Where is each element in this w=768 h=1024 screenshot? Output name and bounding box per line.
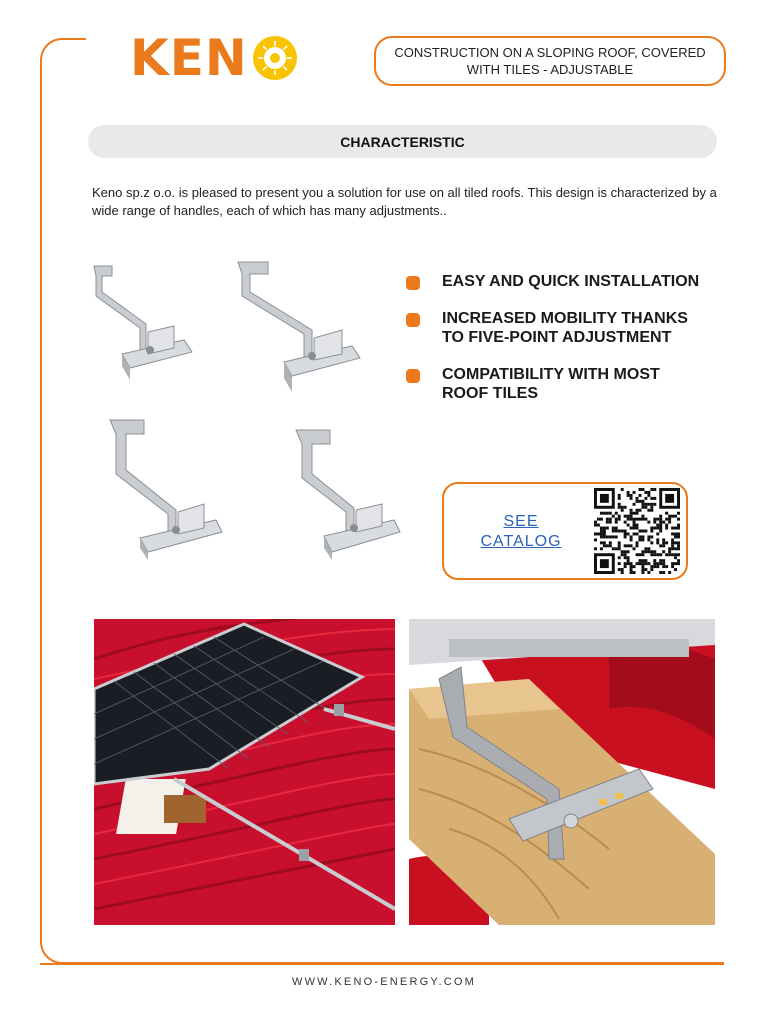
feature-list — [406, 272, 706, 421]
feature-text: EASY AND QUICK INSTALLATION — [442, 273, 700, 290]
roof-hook-image-4 — [290, 426, 404, 562]
roof-hook-image-3 — [104, 416, 226, 562]
feature-item — [406, 309, 706, 347]
footer-divider — [40, 963, 724, 965]
bullet-square-icon — [406, 369, 420, 383]
feature-item — [406, 272, 706, 291]
section-title: CHARACTERISTIC — [340, 133, 465, 150]
sun-icon — [250, 33, 300, 83]
feature-item — [406, 365, 706, 403]
see-catalog-link[interactable]: SEE CATALOG — [480, 513, 562, 550]
header-title-box — [374, 36, 726, 86]
feature-text: COMPATIBILITY WITH MOST ROOF TILES — [442, 366, 660, 402]
photo-solar-panel-roof — [94, 619, 395, 925]
intro-paragraph: Keno sp.z o.o. is pleased to present you a solution for use on all tiled roofs. This design is characterized by a wide range of handles, each of which has many adjustments.. — [92, 185, 717, 218]
bullet-square-icon — [406, 313, 420, 327]
footer-website-link[interactable]: WWW.KENO-ENERGY.COM — [292, 976, 476, 988]
bullet-square-icon — [406, 276, 420, 290]
keno-logo[interactable] — [130, 30, 300, 86]
feature-text: INCREASED MOBILITY THANKS TO FIVE-POINT ADJUSTMENT — [442, 310, 688, 346]
qr-code-icon[interactable] — [592, 488, 682, 574]
section-header — [88, 125, 717, 158]
roof-hook-image-2 — [232, 258, 364, 396]
catalog-box — [442, 482, 688, 580]
photo-hook-on-rafter — [409, 619, 715, 925]
header-title: CONSTRUCTION ON A SLOPING ROOF, COVERED WITH TILES - ADJUSTABLE — [394, 45, 706, 77]
logo-wordmark: KEN — [130, 29, 248, 87]
roof-hook-image-1 — [88, 262, 198, 384]
